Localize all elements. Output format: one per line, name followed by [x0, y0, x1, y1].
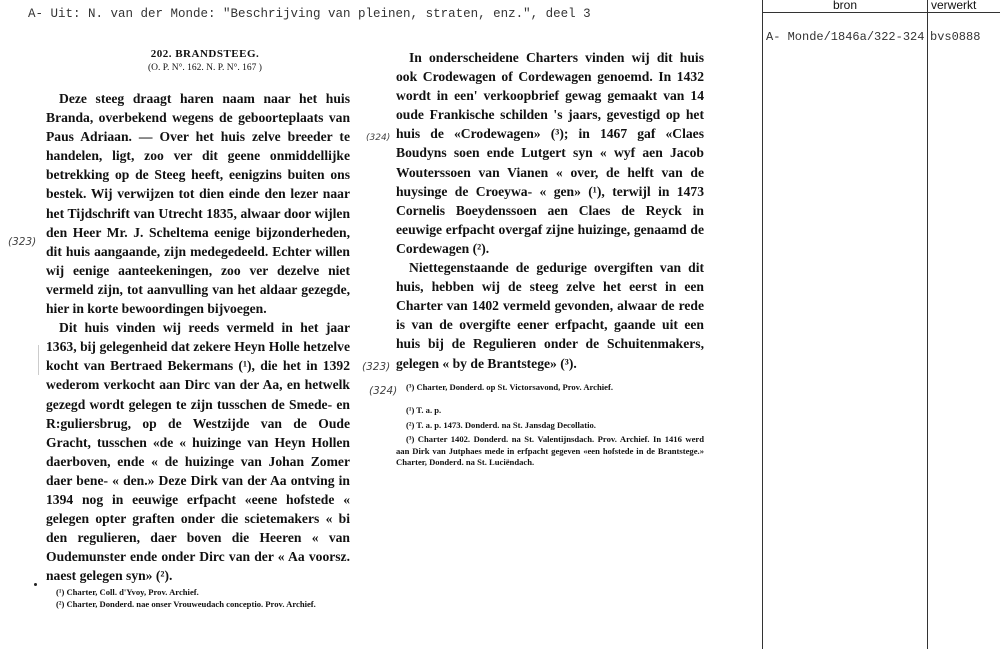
footnote: (²) Charter, Donderd. nae onser Vrouweudach conceptio. Prov. Archief.: [56, 598, 316, 609]
paragraph: Deze steeg draagt haren naam naar het huis Branda, overbekend wegens de geboorteplaats van Paus Adriaan. — Over het huis zelve breeder te handelen, ligt, zoo ver dit geene onmiddellijke betrekking op de Steeg heeft, eenigzins buiten ons bestek. Wij verwijzen tot dien einde den lezer naar het Tijdschrift van Utrecht 1835, alwaar door wijlen den Heer Mr. J. Scheltema eenige bijzonderheden, dit huis aangaande, zijn medegedeeld. Echter willen wij eenige aanteekeningen, zoo ver dezelve niet vermeld zijn, tot aanvulling van het aldaar gezegde, hier in korte bewoordingen bijvoegen.: [46, 91, 350, 317]
footnote: (¹) Charter, Coll. d'Yvoy, Prov. Archief.: [56, 587, 199, 598]
section-subtitle: (O. P. N°. 162. N. P. N°. 167 ): [148, 63, 262, 73]
right-body: [396, 48, 704, 373]
handwritten-page-note: (323): [362, 361, 391, 373]
right-column: [396, 48, 704, 469]
handwritten-page-note: (324): [369, 385, 398, 397]
column-header-verwerkt: verwerkt: [931, 0, 977, 12]
footnote: (³) Charter 1402. Donderd. na St. Valentijnsdach. Prov. Archief. In 1416 werd aan Dirk van Jutphaes mede in erfpacht gegeven «een hofstede in de Brantstege.» Charter, Donderd. na St. Luciëndach.: [396, 434, 704, 468]
document-source-caption: A- Uit: N. van der Monde: "Beschrijving van pleinen, straten, enz.", deel 3: [28, 7, 591, 21]
handwritten-page-note: (323): [8, 236, 37, 248]
footnote: (²) T. a. p. 1473. Donderd. na St. Jansdag Decollatio.: [406, 419, 596, 430]
table-column-divider: [927, 0, 928, 649]
cell-bron[interactable]: A- Monde/1846a/322-324: [766, 30, 925, 44]
handwritten-page-note: (324): [366, 133, 391, 143]
table-header-divider: [762, 12, 1000, 13]
footnote: (³) Charter, Donderd. op St. Victorsavond, Prov. Archief.: [406, 381, 613, 392]
paragraph: In onderscheidene Charters vinden wij dit huis ook Crodewagen of Cordewagen genoemd. In 1432 wordt in een' verkoopbrief gewag gemaakt van 14 oude Frankische schilden 's jaars, gevestigd op het huis de «Crodewagen» (³); in 1467 gaf «Claes Boudyns soen ende Lutgert syn « wyf aen Jacob Wouterssoen van Vianen « over, de helft van de huysinge de Croeywa- « gen» (¹), terwijl in 1473 Cornelis Boeydenssoen aen Claes de Reyck in eeuwige erfpacht overgaf zijne huizinge, genaamd de Cordewagen (²).: [396, 50, 704, 256]
scan-speck: [34, 583, 37, 586]
paragraph: Niettegenstaande de gedurige overgiften van dit huis, hebben wij de steeg zelve het eerst in een Charter van 1402 vermeld gevonden, alwaar de rede is van de overgifte eener erfpacht, gaande uit een huis bij de Regulieren onder de Schuitenmakers, gelegen « by de Brantstege» (³).: [396, 260, 704, 371]
section-title: 202. BRANDSTEEG.: [150, 48, 260, 60]
cell-verwerkt[interactable]: bvs0888: [930, 30, 981, 44]
column-header-bron: bron: [832, 0, 858, 12]
left-body: [46, 89, 350, 585]
left-footnotes: [46, 587, 350, 610]
paragraph: Dit huis vinden wij reeds vermeld in het jaar 1363, bij gelegenheid dat zekere Heyn Holle hetzelve kocht van Bertraed Bekermans (¹), die het in 1392 wederom verkocht aan Dirc van der Aa, en hetwelk gezegd wordt gelegen te zijn tusschen de Smede- en R:guliersbrug, op de Westzijde van de Oude Gracht, tusschen «de « huizinge van Heyn Hollen daerboven, ende « de huizinge van Johan Zomer daer bene- « den.» Deze Dirk van der Aa ontving in 1394 nog in eeuwige erfpacht «eene hofstede « gelegen opter graften onder die scietemakers « bi den regulieren, daer boven die Heeren « van Oudemunster ende onder Dirc van der « Aa voorsz. naest gelegen syn» (²).: [46, 320, 350, 584]
table-column-divider: [762, 0, 763, 649]
footnote: (¹) T. a. p.: [406, 405, 442, 416]
left-column: [46, 48, 350, 610]
right-footnotes: [396, 382, 704, 469]
scan-edge: [38, 345, 39, 375]
